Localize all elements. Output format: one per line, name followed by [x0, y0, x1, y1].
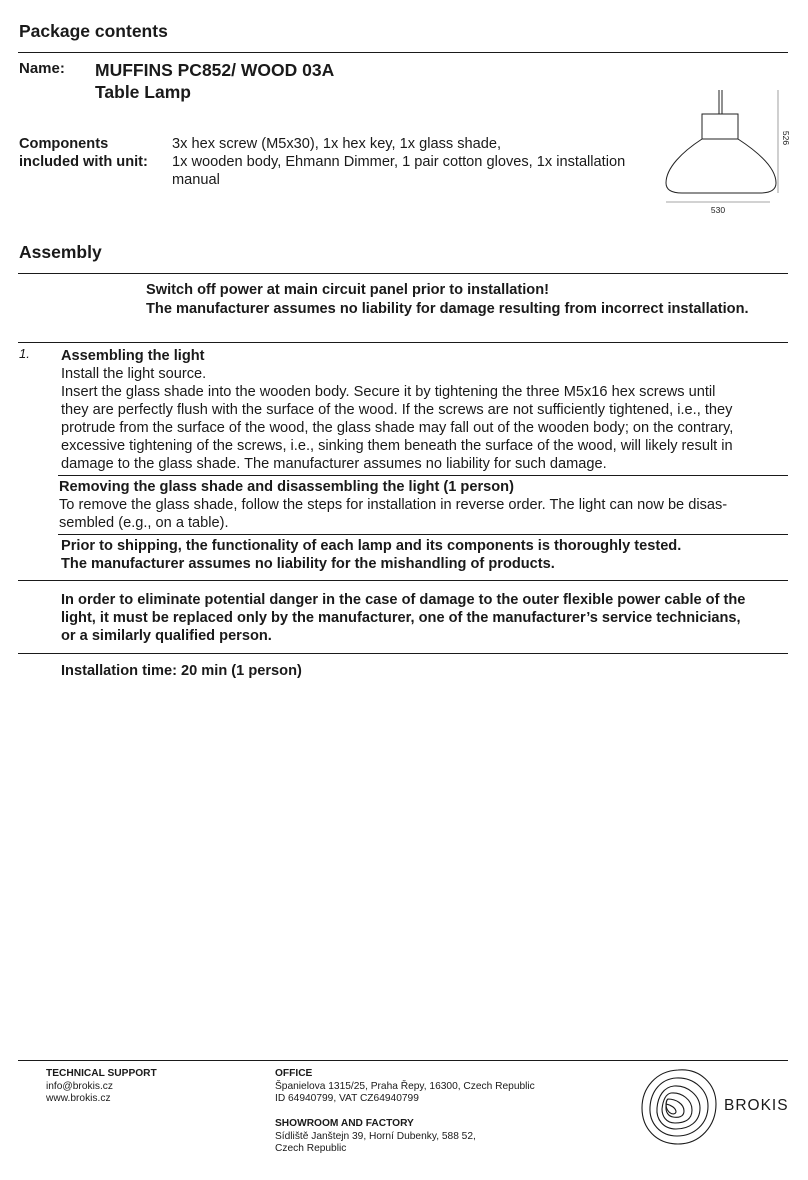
brokis-wordmark: BROKIS: [724, 1097, 789, 1114]
safety-warning: [146, 281, 749, 319]
product-type-text: Table Lamp: [95, 82, 191, 102]
components-line: manual: [172, 172, 220, 188]
remove-title: Removing the glass shade and disassembling the light (1 person): [59, 479, 514, 495]
width-dimension-label: 530: [710, 205, 726, 215]
cable-danger-notice: [61, 591, 745, 645]
showroom-country: Czech Republic: [275, 1143, 347, 1154]
support-email[interactable]: info@brokis.cz: [46, 1080, 113, 1092]
instruction-line: Insert the glass shade into the wooden body. Secure it by tightening the three M5x16 hex screws until: [61, 384, 716, 400]
step-number: 1.: [19, 346, 30, 361]
support-title: TECHNICAL SUPPORT: [46, 1068, 157, 1079]
instruction-line: Install the light source.: [61, 366, 207, 382]
instruction-line: protrude from the surface of the wood, the glass shade may fall out of the wooden body; on the contrary,: [61, 420, 734, 436]
components-line: 1x wooden body, Ehmann Dimmer, 1 pair cotton gloves, 1x installation: [172, 154, 626, 170]
support-website[interactable]: www.brokis.cz: [46, 1093, 111, 1104]
divider: [58, 475, 788, 476]
footer-divider: [18, 1060, 788, 1061]
notice-line: In order to eliminate potential danger in the case of damage to the outer flexible power cable of the: [61, 592, 746, 608]
lamp-wooden-body: [702, 114, 738, 139]
notice-line: Prior to shipping, the functionality of each lamp and its components is thoroughly tested.: [61, 538, 682, 554]
notice-line: The manufacturer assumes no liability for the mishandling of products.: [61, 556, 555, 572]
components-label-line: included with unit:: [19, 154, 148, 170]
lamp-glass-shade: [666, 139, 776, 193]
product-name-text: MUFFINS PC852/ WOOD 03A: [95, 60, 335, 80]
product-name: [95, 59, 334, 103]
divider: [18, 52, 788, 53]
divider: [18, 273, 788, 274]
showroom-address: Sídliště Janštejn 39, Horní Dubenky, 588 52,: [275, 1130, 476, 1142]
instruction-line: excessive tightening of the screws, i.e., sinking them beneath the surface of the wood, will likely result in: [61, 438, 733, 454]
warning-line: The manufacturer assumes no liability for damage resulting from incorrect installation.: [146, 301, 749, 317]
office-ids: ID 64940799, VAT CZ64940799: [275, 1093, 419, 1104]
instruction-line: damage to the glass shade. The manufacturer assumes no liability for such damage.: [61, 456, 607, 472]
components-label: [19, 135, 148, 171]
package-contents-heading: Package contents: [19, 21, 168, 41]
step-instructions: [61, 365, 791, 473]
lamp-dimension-drawing: [660, 88, 790, 218]
showroom-title: SHOWROOM AND FACTORY: [275, 1118, 414, 1129]
office-title: OFFICE: [275, 1068, 313, 1079]
testing-notice: [61, 537, 681, 573]
name-label: Name:: [19, 60, 65, 77]
divider: [18, 580, 788, 581]
step-title: Assembling the light: [61, 348, 205, 364]
assembly-heading: Assembly: [19, 242, 102, 262]
showroom-info: [275, 1118, 476, 1156]
divider: [18, 653, 788, 654]
remove-instructions: [59, 496, 727, 532]
components-line: 3x hex screw (M5x30), 1x hex key, 1x glass shade,: [172, 136, 502, 152]
warning-line: Switch off power at main circuit panel prior to installation!: [146, 282, 549, 298]
office-address: Španielova 1315/25, Praha Řepy, 16300, Czech Republic: [275, 1080, 535, 1092]
instruction-line: To remove the glass shade, follow the steps for installation in reverse order. The light can now be disas-: [59, 497, 728, 513]
notice-line: light, it must be replaced only by the manufacturer, one of the manufacturer’s service technicians,: [61, 610, 741, 626]
height-dimension-label: 526: [781, 130, 791, 146]
divider: [18, 342, 788, 343]
office-info: [275, 1068, 535, 1106]
components-list: [172, 135, 625, 189]
installation-time: Installation time: 20 min (1 person): [61, 663, 302, 679]
components-label-line: Components: [19, 136, 109, 152]
notice-line: or a similarly qualified person.: [61, 628, 272, 644]
instruction-line: sembled (e.g., on a table).: [59, 515, 229, 531]
technical-support: [46, 1068, 157, 1106]
instruction-line: they are perfectly flush with the surface of the wood. If the screws are not sufficiently tightened, i.e., they: [61, 402, 733, 418]
brokis-logo-icon: [638, 1066, 720, 1148]
divider: [58, 534, 788, 535]
